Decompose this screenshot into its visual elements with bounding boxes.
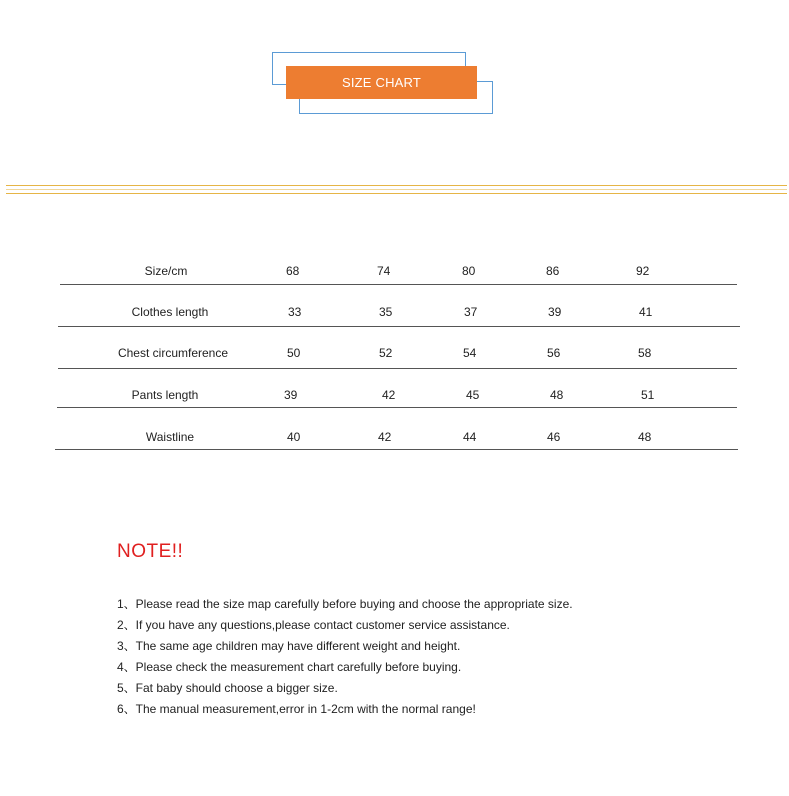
note-title: NOTE!! — [117, 541, 184, 562]
row-label: Pants length — [131, 388, 199, 402]
cell-value: 92 — [636, 264, 650, 278]
cell-value: 51 — [641, 388, 655, 402]
cell-value: 33 — [288, 305, 302, 319]
row-label: Clothes length — [131, 305, 209, 319]
table-divider — [60, 284, 737, 285]
cell-value: 58 — [638, 346, 652, 360]
cell-value: 39 — [284, 388, 298, 402]
cell-value: 68 — [286, 264, 300, 278]
cell-value: 40 — [287, 430, 301, 444]
note-item: 1、Please read the size map carefully before buying and choose the appropriate size. — [117, 597, 573, 611]
cell-value: 48 — [550, 388, 564, 402]
table-divider — [58, 368, 737, 369]
cell-value: 52 — [379, 346, 393, 360]
cell-value: 39 — [548, 305, 562, 319]
cell-value: 44 — [463, 430, 477, 444]
note-item: 3、The same age children may have different weight and height. — [117, 639, 461, 653]
table-row-pants-length — [0, 383, 789, 407]
cell-value: 41 — [639, 305, 653, 319]
row-label: Waistline — [145, 430, 195, 444]
note-item: 2、If you have any questions,please contact customer service assistance. — [117, 618, 510, 632]
cell-value: 35 — [379, 305, 393, 319]
decorative-rule-bottom — [6, 193, 787, 194]
table-row-clothes-length — [0, 300, 789, 324]
cell-value: 48 — [638, 430, 652, 444]
table-row-waistline — [0, 425, 789, 449]
note-list — [117, 594, 573, 720]
cell-value: 54 — [463, 346, 477, 360]
row-label: Chest circumference — [117, 346, 229, 360]
row-label: Size/cm — [144, 264, 188, 278]
cell-value: 86 — [546, 264, 560, 278]
cell-value: 37 — [464, 305, 478, 319]
cell-value: 46 — [547, 430, 561, 444]
cell-value: 50 — [287, 346, 301, 360]
note-item: 4、Please check the measurement chart carefully before buying. — [117, 660, 462, 674]
cell-value: 56 — [547, 346, 561, 360]
cell-value: 45 — [466, 388, 480, 402]
table-row-size — [0, 259, 789, 283]
table-divider — [55, 449, 738, 450]
size-chart-title: SIZE CHART — [286, 66, 477, 99]
table-row-chest-circumference — [0, 341, 789, 365]
table-divider — [57, 407, 737, 408]
decorative-rule-top — [6, 185, 787, 186]
note-item: 5、Fat baby should choose a bigger size. — [117, 681, 338, 695]
cell-value: 80 — [462, 264, 476, 278]
cell-value: 74 — [377, 264, 391, 278]
cell-value: 42 — [378, 430, 392, 444]
cell-value: 42 — [382, 388, 396, 402]
decorative-rule-middle — [6, 189, 787, 190]
table-divider — [58, 326, 740, 327]
note-item: 6、The manual measurement,error in 1-2cm with the normal range! — [117, 702, 476, 716]
